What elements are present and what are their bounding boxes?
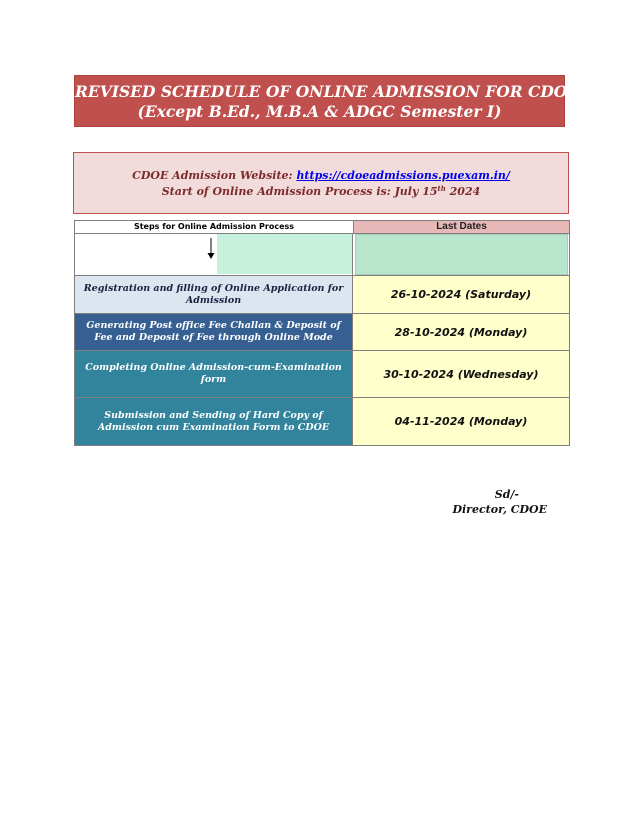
schedule-table bbox=[74, 220, 570, 446]
start-suffix: 2024 bbox=[445, 185, 481, 198]
table-row-date bbox=[353, 276, 569, 313]
title-line-2: (Except B.Ed., M.B.A & ADGC Semester I) bbox=[137, 102, 502, 121]
table-row-step bbox=[75, 398, 352, 445]
step-text: Submission and Sending of Hard Copy of Admission cum Examination Form to CDOE bbox=[97, 409, 330, 433]
date-text: 26-10-2024 (Saturday) bbox=[390, 288, 532, 301]
table-row-step bbox=[75, 314, 352, 350]
title-banner bbox=[74, 75, 580, 127]
start-superscript: th bbox=[437, 184, 446, 193]
table-row-step bbox=[75, 351, 352, 397]
arrow-down-icon bbox=[205, 238, 217, 260]
date-text: 04-11-2024 (Monday) bbox=[394, 415, 528, 428]
date-text: 30-10-2024 (Wednesday) bbox=[383, 367, 539, 381]
website-label: CDOE Admission Website: bbox=[132, 169, 297, 182]
header-fill-right bbox=[355, 234, 568, 275]
table-row-date bbox=[353, 351, 569, 397]
step-text: Registration and filling of Online Application for Admission bbox=[83, 282, 344, 306]
header-fill-left bbox=[217, 234, 352, 274]
start-prefix: Start of Online Admission Process is: July 15 bbox=[161, 185, 438, 198]
signature-title: Director, CDOE bbox=[452, 503, 547, 516]
step-text: Completing Online Admission-cum-Examination form bbox=[85, 362, 342, 385]
website-link[interactable]: https://cdoeadmissions.puexam.in/ bbox=[296, 169, 510, 182]
column-divider bbox=[352, 233, 353, 446]
header-last-dates: Last Dates bbox=[353, 221, 569, 233]
header-steps: Steps for Online Admission Process bbox=[133, 222, 295, 231]
signature-sd: Sd/- bbox=[494, 488, 519, 501]
title-line-1: REVISED SCHEDULE OF ONLINE ADMISSION FOR CDOE bbox=[75, 82, 580, 101]
table-row-date bbox=[353, 314, 569, 350]
signature-block bbox=[430, 487, 547, 517]
admission-info-box bbox=[73, 152, 569, 214]
table-row-date bbox=[353, 398, 569, 445]
table-row-step bbox=[75, 276, 352, 313]
start-date-line bbox=[74, 184, 568, 200]
date-text: 28-10-2024 (Monday) bbox=[394, 325, 528, 339]
website-line bbox=[74, 168, 568, 184]
step-text: Generating Post office Fee Challan & Deposit of Fee and Deposit of Fee through Online Mode bbox=[86, 320, 341, 343]
